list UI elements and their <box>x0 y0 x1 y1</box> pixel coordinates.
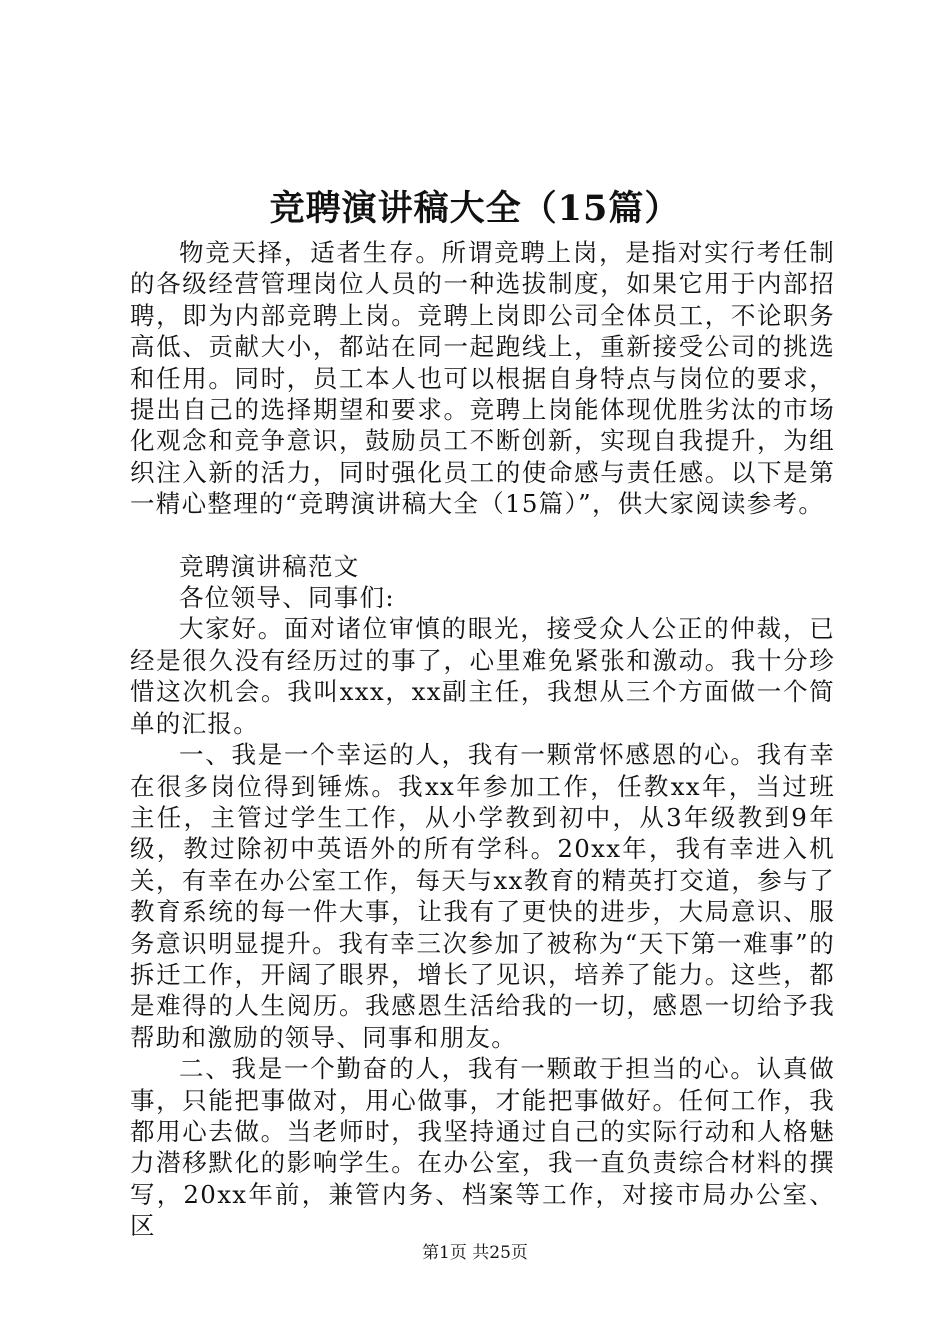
body-paragraph: 二、我是一个勤奋的人，我有一颗敢于担当的心。认真做事，只能把事做对，用心做事，才能把事做好。任何工作，我都用心去做。当老师时，我坚持通过自己的实际行动和人格魅力潜移默化的影响学生。在办公室，我一直负责综合材料的撰写，20xx年前，兼管内务、档案等工作，对接市局办公室、区 <box>130 1054 835 1241</box>
section-heading: 竞聘演讲稿范文 <box>179 551 360 581</box>
document-body <box>130 237 835 1242</box>
salutation: 各位领导、同事们: <box>179 583 395 613</box>
document-title: 竞聘演讲稿大全（15篇） <box>269 188 681 229</box>
intro-paragraph: 物竞天择，适者生存。所谓竞聘上岗，是指对实行考任制的各级经营管理岗位人员的一种选拔制度，如果它用于内部招聘，即为内部竞聘上岗。竞聘上岗即公司全体员工，不论职务高低、贡献大小，都站在同一起跑线上，重新接受公司的挑选和任用。同时，员工本人也可以根据自身特点与岗位的要求，提出自己的选择期望和要求。竞聘上岗能体现优胜劣汰的市场化观念和竞争意识，鼓励员工不断创新，实现自我提升，为组织注入新的活力，同时强化员工的使命感与责任感。以下是第一精心整理的“竞聘演讲稿大全（15篇）”，供大家阅读参考。 <box>130 238 835 519</box>
page-number-footer: 第1页 共25页 <box>422 1243 528 1263</box>
body-paragraph: 一、我是一个幸运的人，我有一颗常怀感恩的心。我有幸在很多岗位得到锤炼。我xx年参加工作，任教xx年，当过班主任，主管过学生工作，从小学教到初中，从3年级教到9年级，教过除初中英语外的所有学科。20xx年，我有幸进入机关，有幸在办公室工作，每天与xx教育的精英打交道，参与了教育系统的每一件大事，让我有了更快的进步，大局意识、服务意识明显提升。我有幸三次参加了被称为“天下第一难事”的拆迁工作，开阔了眼界，增长了见识，培养了能力。这些，都是难得的人生阅历。我感恩生活给我的一切，感恩一切给予我帮助和激励的领导、同事和朋友。 <box>130 740 835 1052</box>
body-paragraph: 大家好。面对诸位审慎的眼光，接受众人公正的仲裁，已经是很久没有经历过的事了，心里难免紧张和激动。我十分珍惜这次机会。我叫xxx，xx副主任，我想从三个方面做一个简单的汇报。 <box>130 614 835 738</box>
